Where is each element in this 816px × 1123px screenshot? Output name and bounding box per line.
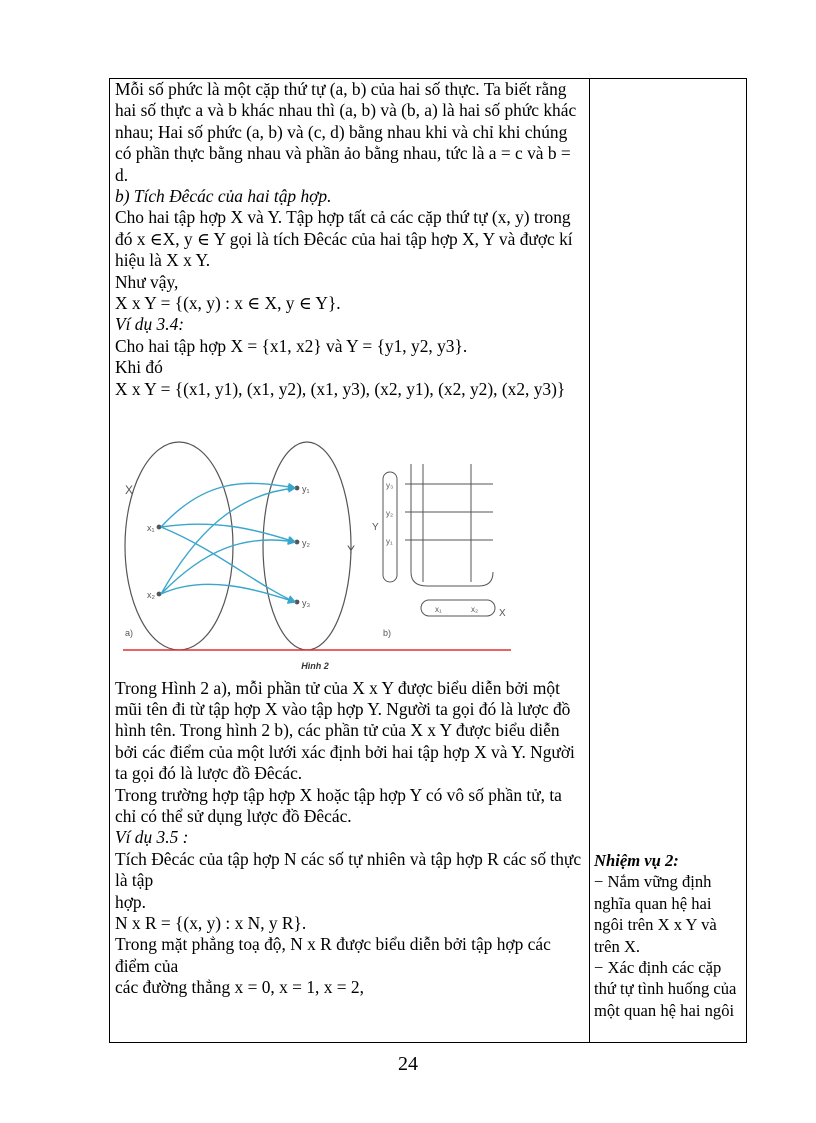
formula-line: N x R = {(x, y) : x N, y R}. [115, 912, 307, 933]
arrow-x2-y3 [161, 584, 295, 602]
example-3-5-label: Ví dụ 3.5 : [115, 827, 189, 848]
arrow-x1-y1 [161, 483, 295, 527]
grid-label-y1: y₁ [386, 537, 393, 547]
label-y3: y₃ [302, 598, 311, 609]
set-y-label: Y [347, 543, 356, 558]
text-line: hợp. [115, 891, 146, 912]
arrow-x1-y2 [161, 524, 295, 542]
task-item-1: − Nắm vững định nghĩa quan hệ hai ngôi trên X x Y và trên X. [594, 872, 717, 956]
grid-label-x2: x₂ [471, 605, 479, 615]
infinite-set-paragraph: Trong trường hợp tập hợp X hoặc tập hợp Y có vô số phần tử, ta chỉ có thể sử dụng lược đồ Đêcác. [115, 784, 562, 826]
column-divider [589, 79, 590, 1042]
grid-label-x1: x₁ [435, 605, 442, 615]
lines-paragraph: các đường thẳng x = 0, x = 1, x = 2, [115, 977, 364, 998]
figure-explanation-paragraph: Trong Hình 2 a), mỗi phần tử của X x Y được biểu diễn bởi một mũi tên đi từ tập hợp X vào tập hợp Y. Người ta gọi đó là lược đồ hình tên. Trong hình 2 b), các phần tử của X x Y được biểu diễn bởi các điểm của một lưới xác định bởi hai tập hợp X và Y. Người ta gọi đó là lược đồ Đêcác. [115, 677, 575, 784]
figure-2-diagram [115, 424, 585, 654]
formula-line: X x Y = {(x, y) : x ∈ X, y ∈ Y}. [115, 293, 341, 314]
main-content-column [115, 79, 585, 999]
text-line: Như vậy, [115, 271, 179, 292]
set-x-ellipse [125, 442, 233, 650]
complex-number-paragraph: Mỗi số phức là một cặp thứ tự (a, b) của hai số thực. Ta biết rằng hai số thực a và b khác nhau thì (a, b) và (b, a) là hai số phức khác nhau; Hai số phức (a, b) và (c, d) bằng nhau khi và chỉ khi chúng có phần thực bằng nhau và phần ảo bằng nhau, tức là a = c và b = d. [115, 79, 577, 185]
task-column [594, 850, 744, 1021]
point-x2 [157, 592, 162, 597]
task-item-2: − Xác định các cặp thứ tự tình huống của một quan hệ hai ngôi [594, 958, 737, 1020]
label-x1: x₁ [147, 523, 155, 534]
point-y3 [295, 600, 300, 605]
label-y2: y₂ [302, 538, 310, 549]
grid-label-y3: y₃ [386, 481, 394, 491]
content-table [109, 78, 747, 1043]
example-3-5-paragraph: Tích Đêcác của tập hợp N các số tự nhiên và tập hợp R các số thực là tập [115, 848, 582, 891]
grid-axis-y-label: Y [372, 522, 379, 534]
point-x1 [157, 525, 162, 530]
figure-caption: Hình 2 [301, 661, 329, 672]
example-sets-line: Cho hai tập hợp X = {x1, x2} và Y = {y1, y2, y3}. [115, 335, 468, 356]
point-y2 [295, 540, 300, 545]
coordinate-plane-paragraph: Trong mặt phẳng toạ độ, N x R được biểu diễn bởi tập hợp các điểm của [115, 934, 551, 976]
set-x-label: X [125, 483, 134, 498]
product-result-line: X x Y = {(x1, y1), (x1, y2), (x1, y3), (x2, y1), (x2, y2), (x2, y3)} [115, 378, 566, 399]
label-y1: y₁ [302, 484, 310, 495]
figure-2 [115, 424, 585, 654]
page-number: 24 [398, 1053, 418, 1075]
label-x2: x₂ [147, 590, 155, 601]
label-part-a: a) [125, 628, 134, 639]
point-y1 [295, 486, 300, 491]
label-part-b: b) [383, 628, 392, 639]
section-heading-cartesian-product: b) Tích Đêcác của hai tập hợp. [115, 186, 332, 207]
x-set-bracket [421, 600, 495, 616]
definition-paragraph: Cho hai tập hợp X và Y. Tập hợp tất cả các cặp thứ tự (x, y) trong đó x ∈X, y ∈ Y gọi là tích Đêcác của hai tập hợp X, Y và được kí hiệu là X x Y. [115, 207, 573, 271]
task-2-title: Nhiệm vụ 2: [594, 851, 679, 870]
example-3-4-label: Ví dụ 3.4: [115, 314, 185, 335]
text-line: Khi đó [115, 357, 163, 378]
grid-axis-x-label: X [499, 608, 506, 620]
grid-label-y2: y₂ [386, 509, 394, 519]
